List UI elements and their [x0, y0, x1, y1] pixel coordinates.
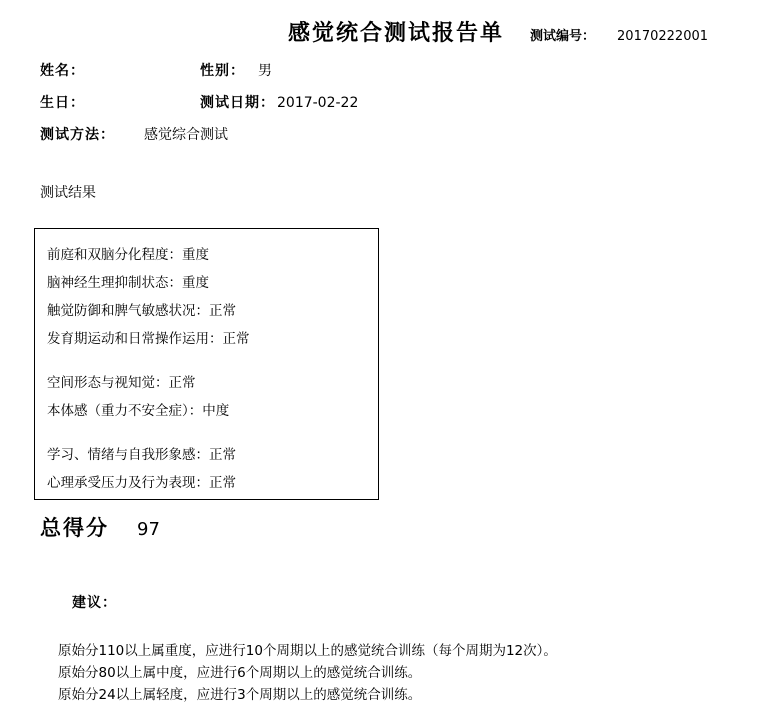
suggestions-label: 建议：: [72, 595, 117, 611]
info-row-name: [40, 60, 600, 92]
report-number-value: 20170222001: [617, 29, 709, 44]
info-row-method: [40, 124, 600, 156]
total-score-label: 总得分: [40, 515, 109, 540]
list-item: 心理承受压力及行为表现：正常: [47, 475, 236, 491]
results-box: [34, 228, 379, 500]
page-title: 感觉统合测试报告单: [288, 20, 505, 46]
list-item: 前庭和双脑分化程度：重度: [47, 247, 209, 263]
list-item: 脑神经生理抑制状态：重度: [47, 275, 209, 291]
info-row-birthday: [40, 92, 600, 124]
list-item: 原始分80以上属中度，应进行6个周期以上的感觉统合训练。: [58, 665, 422, 681]
test-method-value: 感觉综合测试: [144, 127, 228, 143]
results-heading: 测试结果: [40, 185, 96, 201]
test-date-value: 2017-02-22: [277, 95, 359, 111]
report-header: [0, 16, 780, 47]
birthday-label: 生日：: [40, 95, 85, 111]
total-score-value: 97: [137, 519, 160, 540]
name-label: 姓名：: [40, 63, 85, 79]
list-item: 学习、情绪与自我形象感：正常: [47, 447, 236, 463]
test-method-label: 测试方法：: [40, 127, 115, 143]
sex-label: 性别：: [200, 63, 245, 79]
results-list: [35, 229, 378, 497]
total-score: [40, 512, 160, 542]
patient-info: [40, 60, 600, 156]
report-number-label: 测试编号：: [530, 29, 596, 44]
list-item: 触觉防御和脾气敏感状况：正常: [47, 303, 236, 319]
list-item: 空间形态与视知觉：正常: [47, 375, 196, 391]
test-date-label: 测试日期：: [200, 95, 275, 111]
list-item: 原始分110以上属重度，应进行10个周期以上的感觉统合训练（每个周期为12次）。: [58, 643, 557, 659]
list-item: 本体感（重力不安全症）：中度: [47, 403, 230, 419]
list-item: 原始分24以上属轻度，应进行3个周期以上的感觉统合训练。: [58, 687, 422, 703]
suggestions-list: [58, 640, 758, 706]
sex-value: 男: [258, 63, 272, 79]
list-item: 发育期运动和日常操作运用：正常: [47, 331, 250, 347]
